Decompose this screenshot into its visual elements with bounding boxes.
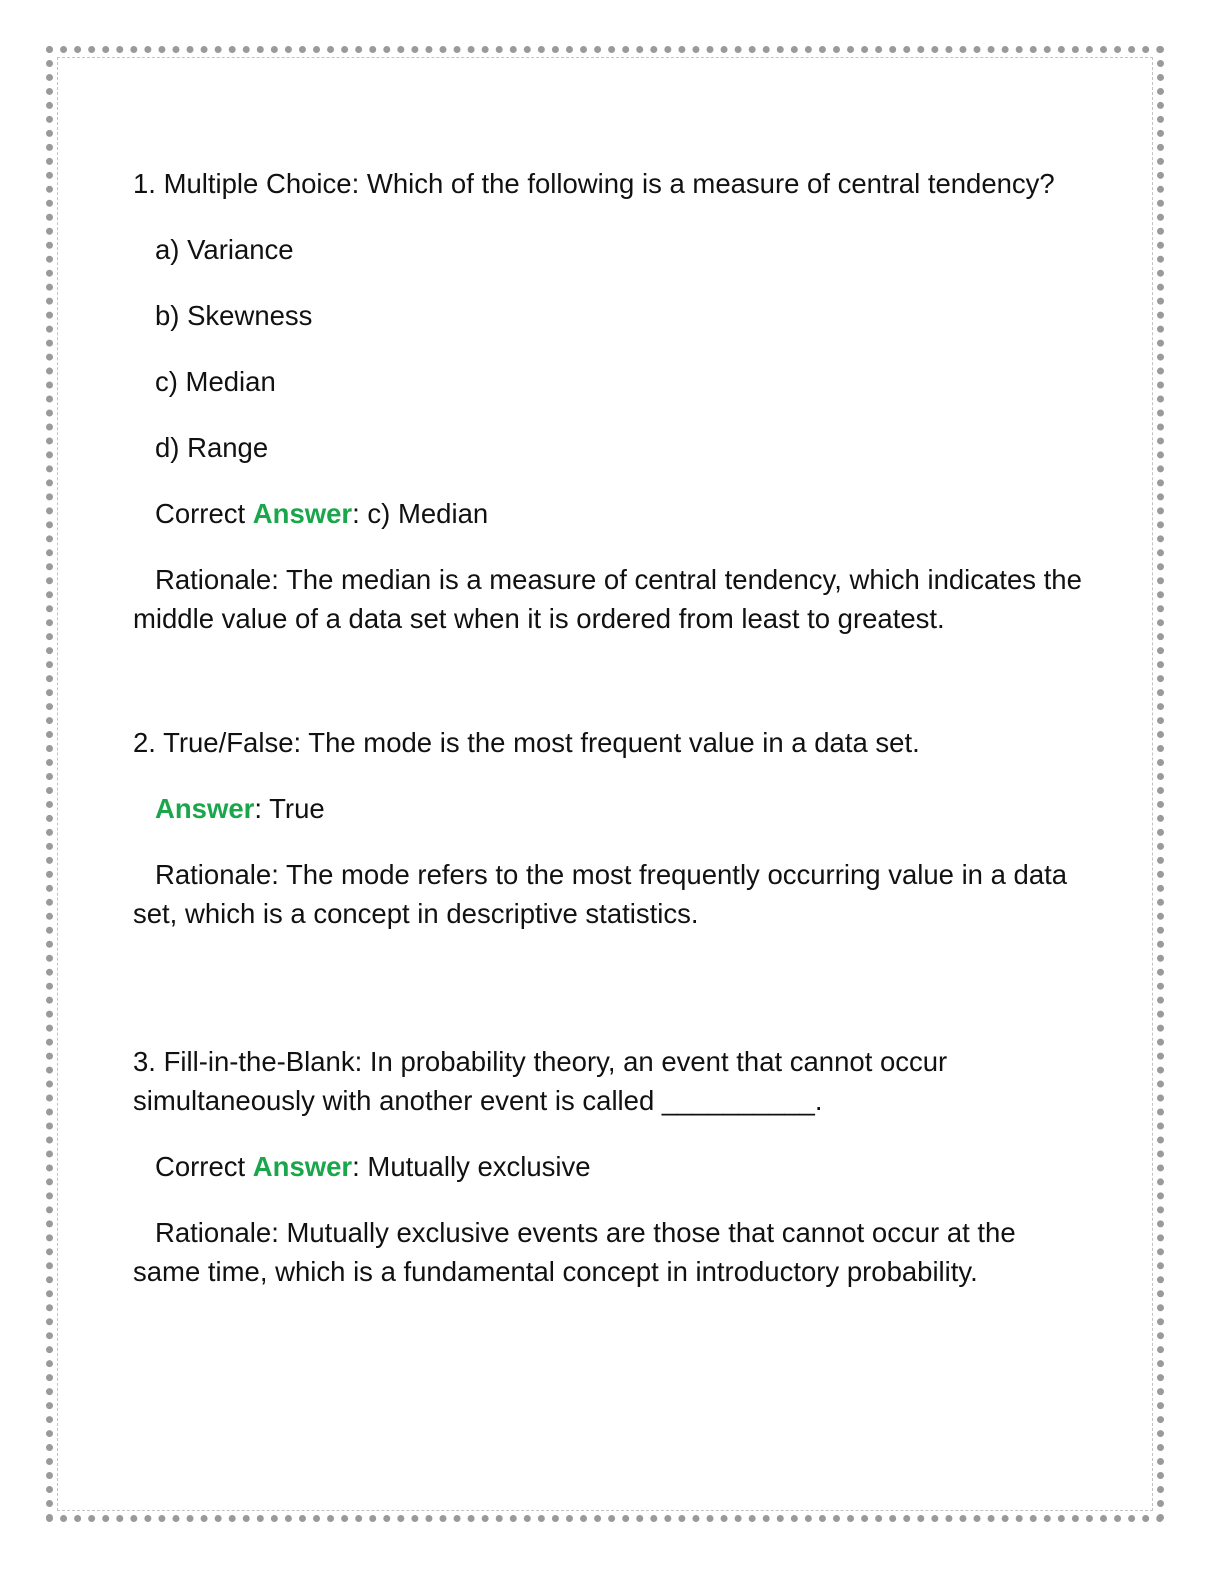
option-a: a) Variance bbox=[155, 234, 294, 265]
correct-answer bbox=[133, 494, 1083, 533]
answer-value: : Mutually exclusive bbox=[352, 1151, 591, 1182]
option-d: d) Range bbox=[155, 432, 269, 463]
question-3 bbox=[133, 1042, 1083, 1291]
answer-label: Answer bbox=[155, 793, 255, 824]
answer-prefix: Correct bbox=[155, 1151, 253, 1182]
option-c: c) Median bbox=[155, 366, 276, 397]
answer-prefix: Correct bbox=[155, 498, 253, 529]
rationale: Rationale: Mutually exclusive events are those that cannot occur at the same time, which is a fundamental concept in introductory probability. bbox=[133, 1217, 1016, 1287]
rationale: Rationale: The median is a measure of central tendency, which indicates the middle value of a data set when it is ordered from least to greatest. bbox=[133, 564, 1082, 634]
question-prompt: 1. Multiple Choice: Which of the following is a measure of central tendency? bbox=[133, 168, 1055, 199]
correct-answer bbox=[133, 789, 1083, 828]
option-b: b) Skewness bbox=[155, 300, 313, 331]
question-1 bbox=[133, 164, 1083, 638]
correct-answer bbox=[133, 1147, 1083, 1186]
question-prompt: 3. Fill-in-the-Blank: In probability theory, an event that cannot occur simultaneously with another event is called __________. bbox=[133, 1046, 948, 1116]
answer-label: Answer bbox=[252, 1151, 353, 1182]
spacer bbox=[133, 665, 1083, 723]
question-2 bbox=[133, 723, 1083, 933]
answer-value: : True bbox=[254, 793, 325, 824]
spacer bbox=[133, 960, 1083, 1042]
question-list bbox=[133, 164, 1083, 1318]
answer-value: : c) Median bbox=[352, 498, 489, 529]
answer-label: Answer bbox=[252, 498, 353, 529]
question-prompt: 2. True/False: The mode is the most frequent value in a data set. bbox=[133, 727, 920, 758]
rationale: Rationale: The mode refers to the most frequently occurring value in a data set, which is a concept in descriptive statistics. bbox=[133, 859, 1068, 929]
